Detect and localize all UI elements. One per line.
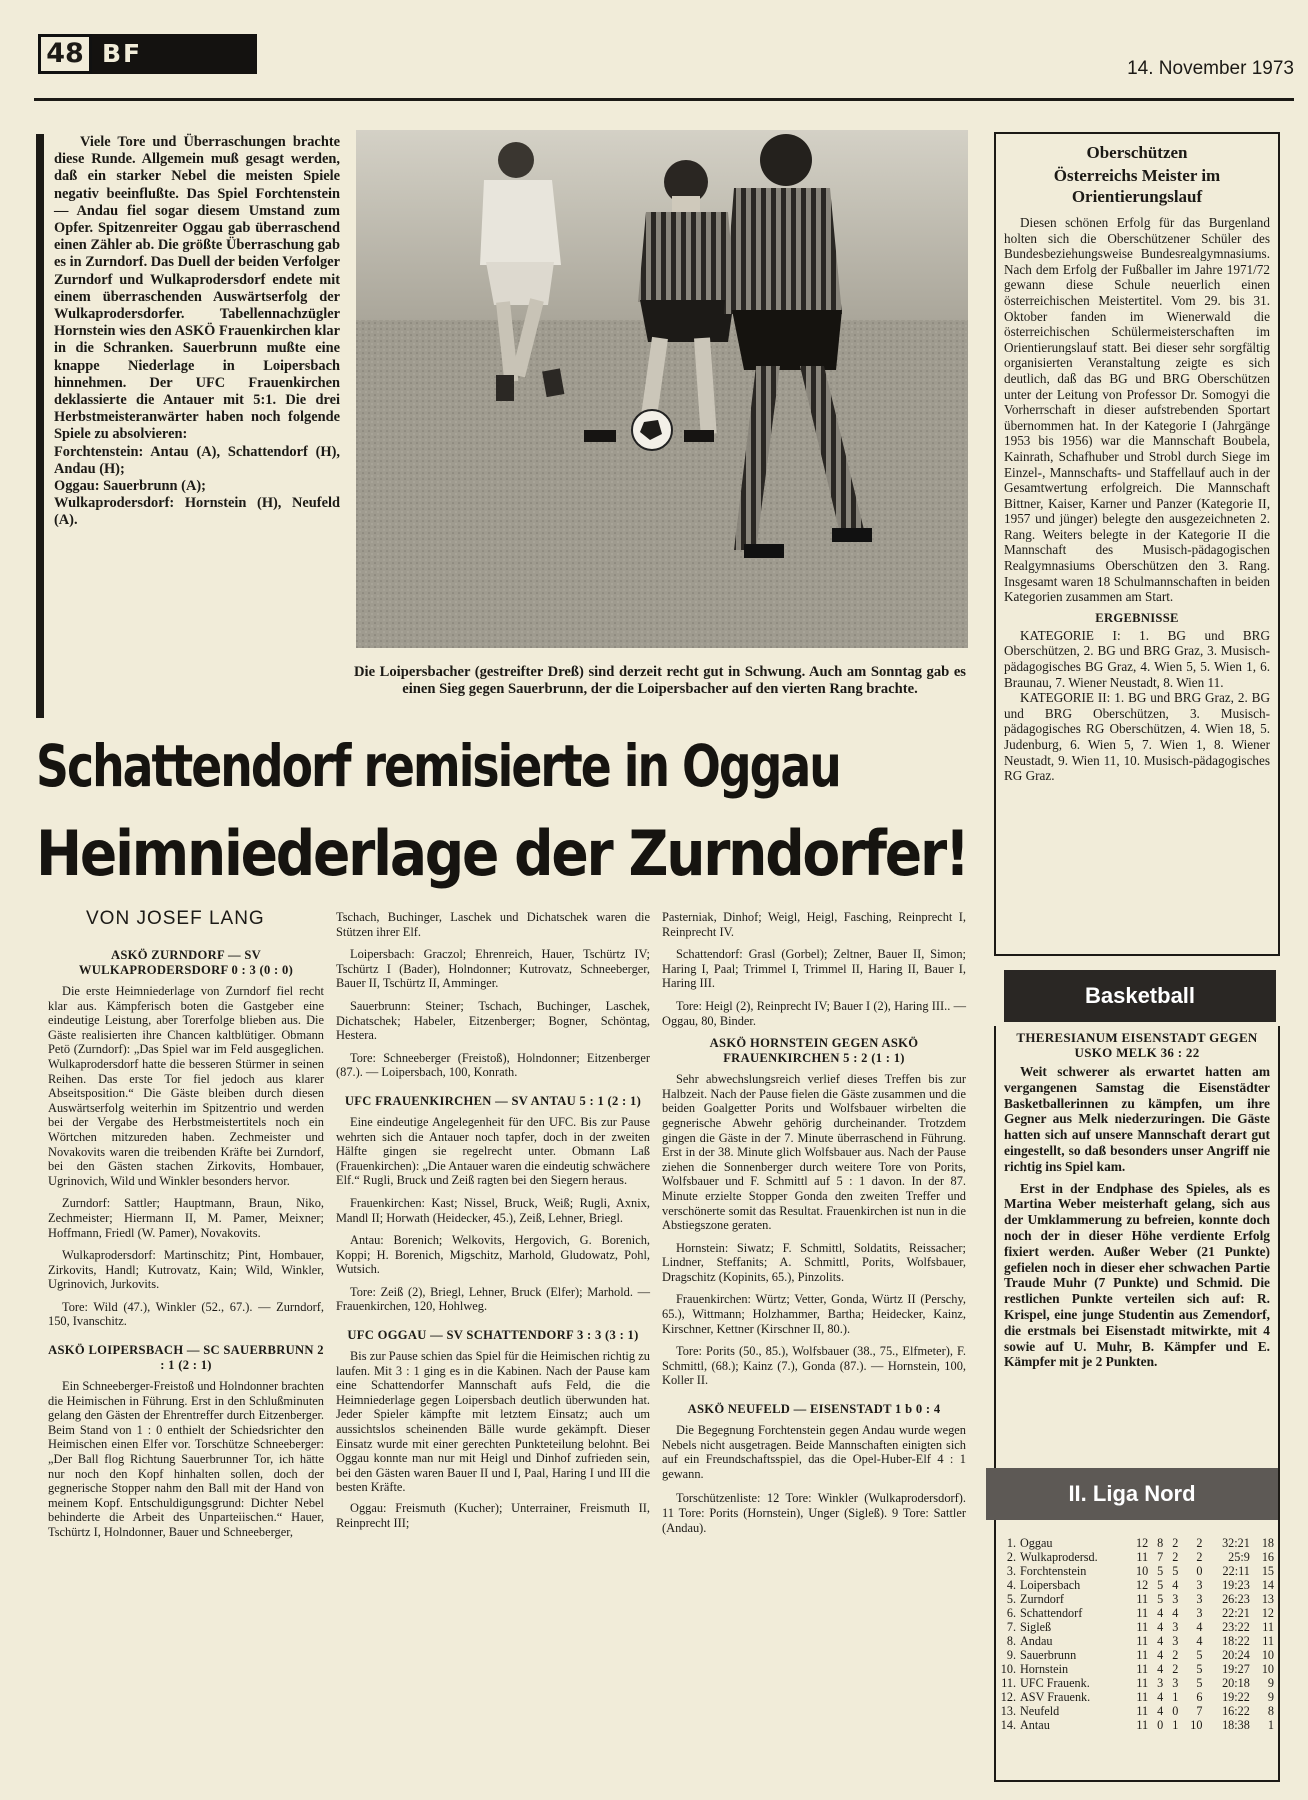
league-cell-l: 3 [1196,1578,1203,1592]
league-cell-w: 8 [1157,1536,1164,1550]
headline-line-1: Schattendorf remisierte in Oggau [36,732,840,800]
league-cell-d: 4 [1172,1606,1179,1620]
league-cell-goals: 19:27 [1222,1662,1250,1676]
league-cell-team: Schattendorf [1020,1606,1083,1620]
match-heading-neufeld: ASKÖ NEUFELD — EISENSTADT 1 b 0 : 4 [687,1402,941,1417]
league-cell-p: 11 [1136,1662,1149,1676]
league-cell-w: 3 [1157,1676,1164,1690]
league-cell-pts: 10 [1261,1662,1274,1676]
league-cell-w: 0 [1157,1718,1164,1732]
league-cell-pos: 1. [1006,1536,1016,1550]
league-cell-pts: 1 [1267,1718,1274,1732]
table-row [994,1634,1276,1648]
lineup-oggau: Oggau: Freismuth (Kucher); Unterrainer, Freismuth II, Reinprecht III; [336,1501,650,1530]
league-cell-team: Sigleß [1020,1620,1052,1634]
lineup-frauenkirchen: Frauenkirchen: Kast; Nissel, Bruck, Weiß; Rugli, Axnix, Mandl II; Horwath (Heidecker, 45.), Zeiß, Lehner, Briegl. [336,1195,650,1225]
basketball-text-1: Weit schwerer als erwartet hatten am vergangenen Samstag die Eisenstädter Basketballerinnen zu kämpfen, um ihre Gegner aus Melk niederzuringen. Die Gäste hatten sich auf unsere Mannschaft derart gut eingestellt, so daß besonders unser Angriff nie richtig ins Spiel kam. [1004,1064,1270,1174]
league-cell-d: 3 [1172,1620,1179,1634]
league-cell-pos: 4. [1006,1578,1016,1592]
league-cell-pts: 14 [1261,1578,1274,1592]
league-cell-w: 4 [1157,1690,1164,1704]
league-cell-d: 2 [1172,1536,1179,1550]
league-cell-pts: 11 [1262,1634,1274,1648]
basketball-label [1004,970,1276,1022]
results-title: ERGEBNISSE [1095,610,1179,625]
lineup-sauerbrunn: Sauerbrunn: Steiner; Tschach, Buchinger, Laschek, Dichatschek; Habeler, Eitzenberger; Bogner, Schöntag, Hestera. [336,998,650,1043]
league-cell-goals: 23:22 [1222,1620,1250,1634]
table-row [994,1550,1276,1564]
league-cell-pts: 9 [1267,1676,1274,1690]
match-heading-oggau: UFC OGGAU — SV SCHATTENDORF 3 : 3 (3 : 1) [347,1328,639,1343]
league-cell-p: 11 [1136,1592,1149,1606]
league-cell-goals: 26:23 [1222,1592,1250,1606]
league-cell-pos: 10. [1000,1662,1016,1676]
league-cell-goals: 19:23 [1222,1578,1250,1592]
scorers-list: Torschützenliste: 12 Tore: Winkler (Wulkaprodersdorf). 11 Tore: Porits (Hornstein), Unger (Sigleß). 9 Tore: Sattler (Andau). [662,1491,966,1535]
league-cell-pos: 14. [1000,1718,1016,1732]
article-column-1 [48,940,324,1540]
issue-date: 14. November 1973 [1127,58,1294,79]
league-cell-team: Forchtenstein [1020,1564,1087,1578]
league-cell-pts: 16 [1261,1550,1274,1564]
league-cell-d: 2 [1172,1648,1179,1662]
league-cell-d: 2 [1172,1550,1179,1564]
league-cell-pos: 11. [1001,1676,1016,1690]
orienteering-title-2: Österreichs Meister im Orientierungslauf [1053,166,1221,206]
league-cell-pts: 18 [1261,1536,1274,1550]
section-bar [92,34,257,74]
league-cell-pos: 5. [1006,1592,1016,1606]
league-cell-w: 4 [1157,1634,1164,1648]
league-cell-team: Loipersbach [1020,1578,1081,1592]
table-row [994,1620,1276,1634]
league-cell-team: Antau [1020,1718,1050,1732]
basketball-label-text: Basketball [1084,983,1196,1008]
goals-hornstein-match: Tore: Porits (50., 85.), Wolfsbauer (38., 75., Elfmeter), F. Schmittl, (68.); Kainz (7.), Gonda (87.). — Hornstein, 100, Koller II. [662,1344,966,1388]
report-frauenkirchen: Eine eindeutige Angelegenheit für den UFC. Bis zur Pause wehrten sich die Antauer noch tapfer, doch in der zweiten Hälfte gingen sie regelrecht unter. Obmann Laß (Frauenkirchen): „Die Antauer waren die eindeutig schwächere Elf.“ Rugli, Bruck und Zeiß ragten bei den Siegern heraus. [336,1114,650,1188]
league-cell-pts: 9 [1267,1690,1274,1704]
league-cell-goals: 16:22 [1222,1704,1250,1718]
goals-frauenkirchen-match: Tore: Zeiß (2), Briegl, Lehner, Bruck (Elfer); Marhold. — Frauenkirchen, 120, Hohlweg. [336,1284,650,1314]
league-cell-pts: 8 [1267,1704,1274,1718]
report-hornstein: Sehr abwechslungsreich verlief dieses Treffen bis zur Halbzeit. Nach der Pause fielen die Gäste zusammen und die beiden Goalgetter Porits und Wolfsbauer wirbelten die gegnerische Abwehr gehörig durcheinander. Trotzdem gingen die Gäste in der 7. Minute überraschend in Führung. Erst in der 38. Minute glich Wolfsbauer aus. Nach der Pause ziehen die Sonnenberger durch weitere Tore von Porits, Wolfsbauer und F. Schmittl auf 5 : 1 davon. In der 87. Minute erzielte Stopper Gonda den zweiten Treffer und verschönerte somit das Resultat. Frauenkirchen ist nun in die Abstiegszone geraten. [662,1072,966,1233]
league-cell-d: 3 [1172,1634,1179,1648]
league-label [986,1468,1278,1520]
league-cell-l: 3 [1196,1606,1203,1620]
league-cell-p: 12 [1135,1536,1149,1550]
league-cell-team: ASV Frauenk. [1020,1690,1091,1704]
match-photo [356,130,968,648]
goals-oggau-match: Tore: Heigl (2), Reinprecht IV; Bauer I (2), Haring III.. — Oggau, 80, Binder. [662,998,966,1028]
league-cell-pts: 13 [1261,1592,1274,1606]
league-cell-d: 1 [1172,1690,1179,1704]
league-cell-p: 11 [1136,1634,1149,1648]
league-cell-w: 5 [1157,1578,1164,1592]
match-heading-hornstein: ASKÖ HORNSTEIN GEGEN ASKÖ FRAUENKIRCHEN 5 : 2 (1 : 1) [709,1036,919,1066]
league-cell-l: 2 [1196,1536,1203,1550]
fixture-oggau: Oggau: Sauerbrunn (A); [54,478,206,495]
league-cell-w: 4 [1157,1606,1164,1620]
league-cell-l: 5 [1196,1648,1203,1662]
lead-article-bar [36,134,44,718]
table-row [994,1592,1276,1606]
league-cell-pos: 8. [1006,1634,1016,1648]
league-table [994,1536,1276,1732]
lineup-zurndorf: Zurndorf: Sattler; Hauptmann, Braun, Niko, Zechmeister; Hiermann II, M. Pamer, Meixner; Hoffmann, Friedl (W. Pamer), Novakovits. [48,1196,324,1240]
league-cell-w: 4 [1157,1620,1164,1634]
league-cell-d: 1 [1172,1718,1179,1732]
league-cell-l: 5 [1196,1662,1203,1676]
page-number-box [38,34,92,74]
league-cell-pts: 10 [1261,1648,1274,1662]
header-rule [34,98,1294,101]
basketball-content [1004,1028,1270,1370]
league-cell-l: 10 [1190,1718,1203,1732]
league-cell-l: 4 [1196,1620,1203,1634]
table-row [994,1564,1276,1578]
league-cell-l: 0 [1196,1564,1203,1578]
league-cell-p: 11 [1136,1718,1149,1732]
basketball-text-2: Erst in der Endphase des Spieles, als es Martina Weber meisterhaft gelang, sich aus der Umklammerung zu befreien, konnte doch noch der in dieser Höhe verdiente Erfolg fixiert werden. Außer Weber (21 Punkte) gefielen noch in dieser eher schwachen Partie Traude Muhr (7 Punkte) und Schmid. Die restlichen Punkte verteilen sich auf: R. Krispel, eine junge Studentin aus Zemendorf, die erstmals bei Eisenstadt mitwirkte, mit 4 sowie auf U. Muhr, B. Kämpfer und E. Kämpfer mit je 2 Punkten. [1004,1180,1270,1370]
league-cell-pts: 11 [1262,1620,1274,1634]
orienteering-title-1: Oberschützen [1086,143,1188,162]
lineup-frauenkirchen-asko: Frauenkirchen: Würtz; Vetter, Gonda, Würtz II (Perschy, 65.), Wittmann; Holzhammer, Bartha; Heidecker, Kainz, Kirschner, Kettner (Kirschner II, 80.). [662,1292,966,1336]
results-kategorie-1: KATEGORIE I: 1. BG und BRG Oberschützen, 2. BG und BRG Graz, 3. Musisch-pädagogisches BG Graz, 4. Wien 5, 5. Wien 1, 6. Braunau, 7. Wiener Neustadt, 8. Wien 11. [1004,627,1270,690]
lead-text: Viele Tore und Überraschungen brachte diese Runde. Allgemein muß gesagt werden, daß ein starker Nebel die meisten Spiele negativ beeinflußte. Das Spiel Forchtenstein — Andau fiel sogar diesem Umstand zum Opfer. Spitzenreiter Oggau gab überraschend einen Zähler ab. Die größte Überraschung gab es in Zurndorf. Das Duell der beiden Verfolger Zurndorf und Wulkaprodersdorf endete mit einem überraschenden Auswärtserfolg der Wulkaprodersdorfer. Tabellennachzügler Hornstein wies den ASKÖ Frauenkirchen klar in die Schranken. Sauerbrunn mußte eine knappe Niederlage in Loipersbach hinnehmen. Der UFC Frauenkirchen deklassierte die Antauer mit 5:1. Die drei Herbstmeisteranwärter haben noch folgende Spiele zu absolvieren: [54,134,340,443]
league-cell-goals: 25:9 [1228,1550,1250,1564]
league-cell-team: Zurndorf [1020,1592,1064,1606]
report-oggau: Bis zur Pause schien das Spiel für die Heimischen richtig zu laufen. Mit 3 : 1 ging es in die Kabinen. Nach der Pause kam eine Schattendorfer Mannschaft aufs Feld, die die Heimniederlage gegen Loipersbach deutlich überwunden hat. Jeder Spieler kämpfte mit letztem Einsatz; auch um aussichtslos scheinenden Bälle wurde gekämpft. Dieser Einsatz wurde mit einer gerechten Punkteteilung belohnt. Bei Oggau konnte man nur mit Heigl und Dinhof zufrieden sein, bei den Gästen waren Bauer II und I, Paal, Haring I und III die besten Kräfte. [336,1349,650,1495]
table-row [994,1676,1276,1690]
league-cell-p: 11 [1136,1676,1149,1690]
fixture-forchtenstein: Forchtenstein: Antau (A), Schattendorf (H), Andau (H); [54,443,340,477]
byline: VON JOSEF LANG [86,908,265,929]
basketball-heading: THERESIANUM EISENSTADT GEGEN USKO MELK 36 : 22 [1016,1030,1258,1060]
league-cell-w: 4 [1157,1648,1164,1662]
lead-article [54,134,340,530]
report-loipersbach: Ein Schneeberger-Freistoß und Holndonner brachten die Heimischen in Führung. Erst in den Schlußminuten gelang den Gästen der Ehrentreffer durch Eitzenberger. Beim Stand von 1 : 0 enthielt der Schiedsrichter den Heimischen einen Elfer vor. Torschütze Schneeberger: „Der Ball flog Richtung Sauerbrunner Tor, ich hätte nur noch den Kopf hinhalten sollen, doch der gegnerische Stopper nahm den Ball mit der Hand von meinem Kopf. Entschuldigungsgrund: Dichter Nebel behinderte die Arbeit des Unparteiischen.“ Hauer, Tschürtz I, Holndonner, Bauer und Schneeberger, [48,1379,324,1539]
article-column-2 [336,910,650,1530]
league-cell-goals: 18:38 [1222,1718,1250,1732]
table-row [994,1536,1276,1550]
league-cell-pos: 6. [1006,1606,1016,1620]
league-cell-pos: 2. [1006,1550,1016,1564]
league-cell-p: 10 [1135,1564,1149,1578]
orienteering-article [1004,142,1270,784]
orienteering-text: Diesen schönen Erfolg für das Burgenland holten sich die Oberschützener Schüler des Bundesbeziehungsweise Bundesrealgymnasiums. Nach dem Erfolg der Fußballer im Jahre 1971/72 gewann diese Schule neuerlich einen österreichischen Meistertitel. Vom 29. bis 31. Oktober fanden im Wienerwald die österreichischen Schülermeisterschaften im Orientierungslauf statt. Bei dieser sehr sorgfältig organisierten Veranstaltung zeigte es sich deutlich, daß das BG und BRG Oberschützen unter der Leitung von Professor Dr. Somogyi die Vorherrschaft in dieser aufstrebenden Sportart übernommen hat. In der Kategorie I (Jahrgänge 1953 bis 1956) war die Mannschaft Boubela, Kainrath, Schafhuber und Strobl durch Siege im Einzel-, Mannschafts- und Staffellauf auch in der Gesamtwertung erfolgreich. Die Mannschaft Bittner, Kaiser, Karner und Panzer (Kategorie II, 1957 und jünger) belegte den ausgezeichneten 2. Rang. Weiters belegte in der Kategorie II die Mannschaft des Musisch-pädagogischen Realgymnasiums Oberschützen den 3. Rang. Insgesamt waren 18 Schulmannschaften in beiden Kategorien zusammen am Start. [1004,215,1270,605]
results-kategorie-2: KATEGORIE II: 1. BG und BRG Graz, 2. BG und BRG Oberschützen, 3. Musisch-pädagogisches RG Oberschützen, 4. Wien 18, 5. Judenburg, 6. Wien 5, 7. Wien 1, 8. Wiener Neustadt, 9. Wien 11, 10. Musisch-pädagogisches RG Graz. [1004,690,1270,784]
league-cell-goals: 20:24 [1222,1648,1250,1662]
league-cell-w: 5 [1157,1564,1164,1578]
league-cell-p: 11 [1136,1620,1149,1634]
football [632,410,672,450]
league-cell-team: Oggau [1020,1536,1053,1550]
report-loipersbach-end: Tschach, Buchinger, Laschek und Dichatschek waren die Stützen ihrer Elf. [336,910,650,939]
league-cell-l: 4 [1196,1634,1203,1648]
league-cell-pts: 12 [1261,1606,1274,1620]
league-cell-p: 11 [1136,1690,1149,1704]
goals-loipersbach-match: Tore: Schneeberger (Freistoß), Holndonner; Eitzenberger (87.). — Loipersbach, 100, Konrath. [336,1050,650,1080]
league-cell-l: 7 [1196,1704,1203,1718]
league-cell-l: 3 [1196,1592,1203,1606]
table-row [994,1690,1276,1704]
league-cell-pos: 3. [1006,1564,1016,1578]
table-row [994,1718,1276,1732]
fixture-wulkaprodersdorf: Wulkaprodersdorf: Hornstein (H), Neufeld (A). [54,495,340,529]
league-cell-p: 11 [1136,1606,1149,1620]
report-zurndorf: Die erste Heimniederlage von Zurndorf fiel recht klar aus. Kämpferisch boten die Gastgeber eine eindeutige Leistung, aber Torerfolge blieben aus. Die Gäste realisierten ihre Chancen kaltblütiger. Obmann Petö (Zurndorf): „Das Spiel war im Feld ausgeglichen. Wulkaprodersdorf hatte die besseren Stürmer in seinen Reihen. Das erste Tor fiel jedoch aus klarer Abseitsposition.“ Die Gäste bleiben durch diesen Auswärtserfolg weiterhin im Spitzentrio und werden bei der Vergabe des Herbstmeistertitels noch ein Wörtchen mitzureden haben. Zechmeister und Novakovits waren die treibenden Kräfte bei Zurndorf, bei den Gästen stachen Zirkovits, Hombauer, Ugrinovich, Wild und Winkler besonders hervor. [48,984,324,1188]
league-cell-team: Sauerbrunn [1020,1648,1077,1662]
match-heading-zurndorf: ASKÖ ZURNDORF — SV WULKAPRODERSDORF 0 : 3 (0 : 0) [78,948,294,977]
table-row [994,1662,1276,1676]
league-cell-team: Neufeld [1020,1704,1060,1718]
lineup-schattendorf: Schattendorf: Grasl (Gorbel); Zeltner, Bauer II, Simon; Haring I, Paal; Trimmel I, Trimmel II, Haring II, Bauer I, Haring III. [662,947,966,991]
league-cell-l: 6 [1196,1690,1203,1704]
league-cell-l: 5 [1196,1676,1203,1690]
table-row [994,1606,1276,1620]
match-heading-frauenkirchen: UFC FRAUENKIRCHEN — SV ANTAU 5 : 1 (2 : 1) [344,1093,642,1108]
league-cell-w: 4 [1157,1662,1164,1676]
league-cell-w: 5 [1157,1592,1164,1606]
league-cell-w: 7 [1157,1550,1164,1564]
league-cell-w: 4 [1157,1704,1164,1718]
league-cell-goals: 22:21 [1222,1606,1250,1620]
lineup-oggau-end: Pasterniak, Dinhof; Weigl, Heigl, Fasching, Reinprecht I, Reinprecht IV. [662,910,966,939]
lineup-hornstein: Hornstein: Siwatz; F. Schmittl, Soldatits, Reissacher; Lindner, Steffanits; A. Schmittl, Porits, Wolfsbauer, Dragschitz (Kopinits, 65.), Pinzolits. [662,1240,966,1284]
league-cell-pos: 12. [1000,1690,1016,1704]
league-cell-team: Hornstein [1020,1662,1069,1676]
table-row [994,1704,1276,1718]
league-cell-d: 4 [1172,1578,1179,1592]
lineup-loipersbach: Loipersbach: Graczol; Ehrenreich, Hauer, Tschürtz IV; Tschürtz I (Bader), Holndonner; Kutrovatz, Schneeberger, Bauer II, Tschürtz II, Amminger. [336,947,650,991]
league-cell-d: 2 [1172,1662,1179,1676]
league-cell-goals: 32:21 [1222,1536,1250,1550]
league-cell-p: 11 [1136,1648,1149,1662]
league-cell-pts: 15 [1261,1564,1274,1578]
league-cell-goals: 19:22 [1222,1690,1250,1704]
photo-caption-text: Die Loipersbacher (gestreifter Dreß) sind derzeit recht gut in Schwung. Auch am Sonntag gab es einen Sieg gegen Sauerbrunn, der die Loipersbacher auf den vierten Rang brachte. [354,664,966,698]
league-cell-d: 3 [1172,1592,1179,1606]
table-row [994,1578,1276,1592]
page-number: 48 [46,38,84,69]
league-cell-d: 0 [1172,1704,1179,1718]
league-cell-team: Wulkaprodersd. [1020,1550,1098,1564]
league-cell-goals: 20:18 [1222,1676,1250,1690]
league-cell-pos: 7. [1006,1620,1016,1634]
league-table-container [994,1536,1276,1732]
league-cell-d: 3 [1172,1676,1179,1690]
league-cell-team: UFC Frauenk. [1020,1676,1090,1690]
lineup-antau: Antau: Borenich; Welkovits, Hergovich, G. Borenich, Koppi; H. Borenich, Migschitz, Marhold, Gludowatz, Pohl, Wutsich. [336,1233,650,1277]
league-cell-pos: 9. [1006,1648,1016,1662]
league-cell-team: Andau [1020,1634,1053,1648]
table-row [994,1648,1276,1662]
league-cell-p: 11 [1136,1550,1149,1564]
league-cell-l: 2 [1196,1550,1203,1564]
article-column-3 [662,910,966,1535]
league-cell-d: 5 [1172,1564,1179,1578]
section-label: BF [102,39,143,68]
league-cell-goals: 22:11 [1222,1564,1250,1578]
headline-line-2: Heimniederlage der Zurndorfer! [36,817,968,890]
photo-caption [354,664,966,699]
goals-zurndorf-match: Tore: Wild (47.), Winkler (52., 67.). — Zurndorf, 150, Ivanschitz. [48,1299,324,1329]
football-players-illustration [356,130,968,648]
lineup-wulkaprodersdorf: Wulkaprodersdorf: Martinschitz; Pint, Hombauer, Zirkovits, Handl; Kutrovatz, Kain; Wild, Winkler, Ugrinovich, Jurkovits. [48,1248,324,1292]
league-cell-pos: 13. [1000,1704,1016,1718]
report-forchtenstein-andau: Die Begegnung Forchtenstein gegen Andau wurde wegen Nebels nicht ausgetragen. Beide Mannschaften einigten sich auf ein Freundschaftsspiel, das die Opel-Huber-Elf 4 : 1 gewann. [662,1423,966,1481]
league-cell-p: 12 [1135,1578,1149,1592]
match-heading-loipersbach: ASKÖ LOIPERSBACH — SC SAUERBRUNN 2 : 1 (2 : 1) [48,1343,324,1373]
league-cell-goals: 18:22 [1222,1634,1250,1648]
league-cell-p: 11 [1136,1704,1149,1718]
league-label-text: II. Liga Nord [1068,1481,1196,1506]
